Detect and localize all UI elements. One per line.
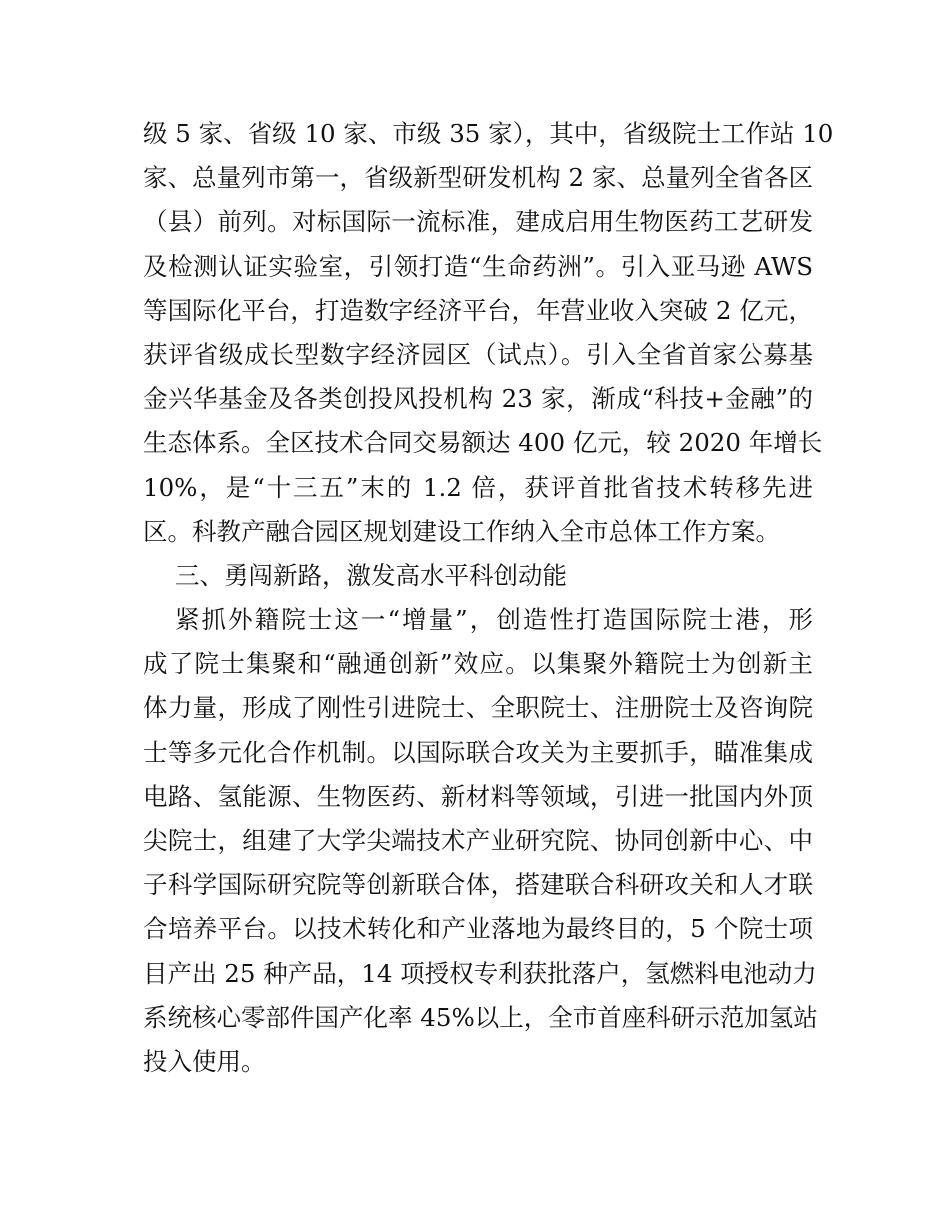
text-line: （县）前列。对标国际一流标准，建成启用生物医药工艺研发 [143,207,813,237]
text-line: 及检测认证实验室，引领打造“生命药洲”。引入亚马逊 AWS [143,251,813,281]
text-line: 成了院士集聚和“融通创新”效应。以集聚外籍院士为创新主 [143,649,813,679]
paragraph-achievements [143,112,834,554]
text-line: 士等多元化合作机制。以国际联合攻关为主要抓手，瞄准集成 [143,737,813,767]
text-line: 系统核心零部件国产化率 45%以上，全市首座科研示范加氢站 [143,1002,818,1032]
text-line: 体力量，形成了刚性引进院士、全职院士、注册院士及咨询院 [143,693,813,723]
text-line: 合培养平台。以技术转化和产业落地为最终目的，5 个院士项 [143,914,813,944]
text-line: 家、总量列市第一，省级新型研发机构 2 家、总量列全省各区 [143,163,813,193]
text-line: 金兴华基金及各类创投风投机构 23 家，渐成“科技+金融”的 [143,384,813,414]
section-heading [143,554,813,598]
text-line: 尖院士，组建了大学尖端技术产业研究院、协同创新中心、中 [143,826,813,855]
section-heading-text: 三、勇闯新路，激发高水平科创动能 [175,560,567,590]
text-line: 紧抓外籍院士这一“增量”，创造性打造国际院士港，形 [175,605,813,635]
text-line: 10%，是“十三五”末的 1.2 倍，获评首批省技术转移先进 [143,472,813,502]
text-line: 电路、氢能源、生物医药、新材料等领域，引进一批国内外顶 [143,781,813,811]
text-line: 区。科教产融合园区规划建设工作纳入全市总体工作方案。 [143,516,780,546]
text-line: 目产出 25 种产品，14 项授权专利获批落户，氢燃料电池动力 [143,958,817,988]
text-line: 子科学国际研究院等创新联合体，搭建联合科研攻关和人才联 [143,870,813,900]
text-line: 级 5 家、省级 10 家、市级 35 家），其中，省级院士工作站 10 [143,119,834,148]
text-line: 生态体系。全区技术合同交易额达 400 亿元，较 2020 年增长 [143,428,823,458]
document-body [143,112,834,1084]
text-line: 投入使用。 [143,1046,266,1076]
text-line: 获评省级成长型数字经济园区（试点）。引入全省首家公募基 [143,339,813,369]
paragraph-academician-port [143,598,818,1084]
text-line: 等国际化平台，打造数字经济平台，年营业收入突破 2 亿元， [143,295,813,325]
